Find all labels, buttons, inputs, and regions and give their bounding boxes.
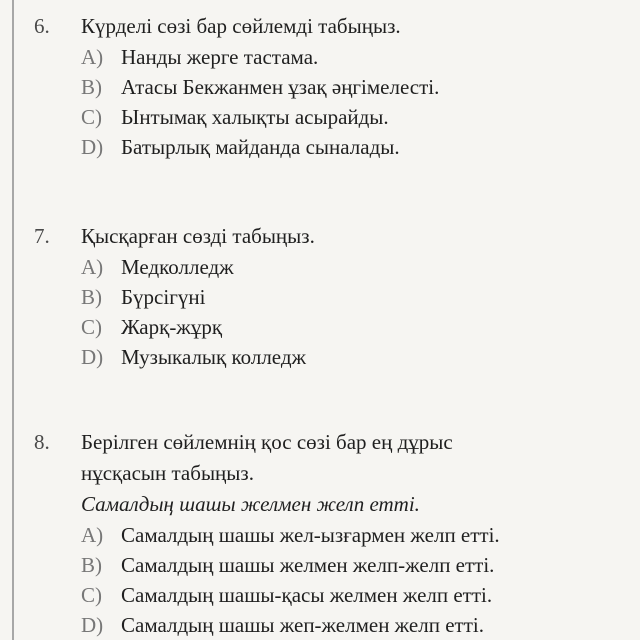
option-text: Музыкалық колледж [121,345,307,369]
question-body [81,427,621,640]
option-d[interactable] [81,132,621,162]
option-a[interactable] [81,252,621,282]
option-text: Самалдың шашы-қасы желмен желп етті. [121,583,493,607]
option-text: Бүрсігүні [121,285,206,309]
option-b[interactable] [81,282,621,312]
option-letter: C) [81,315,102,339]
option-text: Самалдың шашы жел-ызғармен желп етті. [121,523,500,547]
option-text: Самалдың шашы желмен желп-желп етті. [121,553,495,577]
option-letter: D) [81,613,104,637]
question-stem-line-2: нұсқасын табыңыз. [81,461,254,485]
option-text: Ынтымақ халықты асырайды. [121,105,389,129]
option-letter: B) [81,553,102,577]
option-text: Батырлық майданда сыналады. [121,135,400,159]
option-c[interactable] [81,580,621,610]
option-b[interactable] [81,72,621,102]
option-d[interactable] [81,610,621,640]
option-d[interactable] [81,342,621,372]
option-b[interactable] [81,550,621,580]
option-letter: A) [81,45,104,69]
question-number: 7. [34,224,50,248]
option-letter: B) [81,285,102,309]
option-c[interactable] [81,312,621,342]
option-a[interactable] [81,520,621,550]
question-number: 8. [34,430,50,454]
option-letter: C) [81,105,102,129]
option-text: Атасы Бекжанмен ұзақ әңгімелесті. [121,75,440,99]
example-sentence: Самалдың шашы желмен желп етті. [81,492,420,516]
option-text: Нанды жерге тастама. [121,45,319,69]
option-letter: C) [81,583,102,607]
option-letter: D) [81,135,104,159]
question-number: 6. [34,14,50,38]
margin-line [12,0,14,640]
option-text: Самалдың шашы жеп-желмен желп етті. [121,613,484,637]
option-letter: D) [81,345,104,369]
option-text: Жарқ-жұрқ [121,315,223,339]
question-stem: Қысқарған сөзді табыңыз. [81,224,315,248]
question-body [81,11,621,162]
option-c[interactable] [81,102,621,132]
option-letter: A) [81,255,104,279]
option-text: Медколледж [121,255,234,279]
option-letter: A) [81,523,104,547]
question-stem-line-1: Берілген сөйлемнің қос сөзі бар ең дұрыс [81,430,453,454]
question-body [81,221,621,372]
question-stem: Күрделі сөзі бар сөйлемді табыңыз. [81,14,401,38]
option-letter: B) [81,75,102,99]
option-a[interactable] [81,42,621,72]
